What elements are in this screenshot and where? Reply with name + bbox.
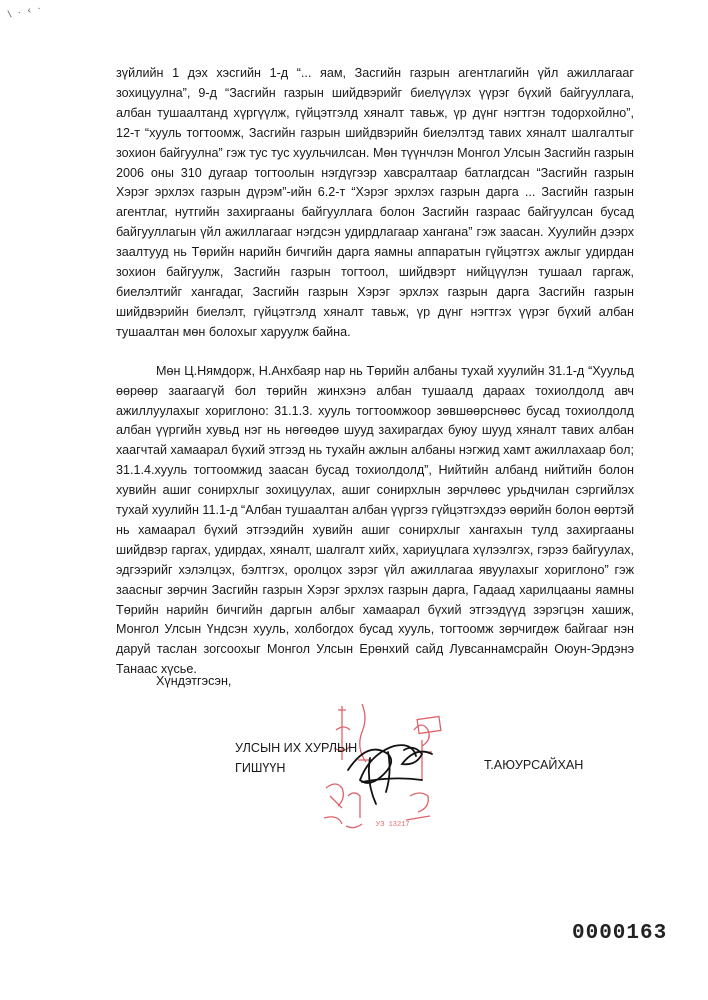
signatory-title [235, 738, 357, 778]
signatory-name: Т.АЮУРСАЙХАН [484, 758, 584, 772]
document-body [116, 64, 634, 680]
scan-artifact-marks: \ · ‹ · [7, 2, 44, 21]
page-number-stamp: 0000163 [572, 922, 668, 945]
paragraph-2: Мөн Ц.Нямдорж, Н.Анхбаяр нар нь Төрийн албаны тухай хуулийн 31.1-д “Хуульд өөрөөр заагаагүй бол төрийн жинхэнэ албан тушаалд дараах тохиолдолд авч ажиллуулахыг хориглоно: 31.1.3. хууль тогтоомжоор зөвшөөрснөөс бусад тохиолдолд албан үүргийн хувьд нэг нь нөгөөдөө шууд захирагдах буюу шууд хяналт тавих албан хаагчтай хамаарал бүхий этгээд нь тухайн ажлын албаны нэгжид хамт ажиллахаар бол; 31.1.4.хууль тогтоомжид заасан бусад тохиолдолд”, Нийтийн албанд нийтийн болон хувийн ашиг сонирхлыг зохицуулах, ашиг сонирхлын зөрчлөөс урьдчилан сэргийлэх тухай хуулийн 11.1-д “Албан тушаалтан албан үүргээ гүйцэтгэхдээ өөрийн болон өөртэй нь хамаарал бүхий этгээдийн хувийн ашиг сонирхлыг хангахын тулд захиргааны шийдвэр гаргах, удирдах, хяналт, шалгалт хийх, хариуцлага хүлээлгэх, гэрээ байгуулах, эдгээрийг хэлэлцэх, бэлтгэх, оролцох зэрэг үйл ажиллагаа явуулахыг хориглоно” гэж заасныг зөрчин Засгийн газрын Хэрэг эрхлэх газрын дарга, Гадаад харилцааны яамны Төрийн нарийн бичгийн даргын албыг хамаарал бүхий этгээдүүд зэрэгцэн хашиж, Монгол Улсын Үндсэн хууль, холбогдох бусад хууль, тогтоомж зөрчигдөж байгааг нэн даруй таслан зогсоохыг Монгол Улсын Ерөнхий сайд Лувсаннамсрайн Оюун-Эрдэнэ Танаас хүсье. [116, 363, 634, 677]
closing-salutation: Хүндэтгэсэн, [156, 674, 232, 688]
svg-text:УЗ 13217: УЗ 13217 [376, 821, 410, 829]
signatory-title-line-1: УЛСЫН ИХ ХУРЛЫН [235, 741, 358, 755]
paragraph-1: зүйлийн 1 дэх хэсгийн 1-д “... яам, Засгийн газрын агентлагийн үйл ажиллагааг зохицуулна”, 9-д “Засгийн газрын шийдвэрийг биелүүлэх үүрэг бүхий байгууллага, албан тушаалтанд хүргүүлж, гүйцэтгэлд хяналт тавьж, үр дүнг нэгтгэн тодорхойлно”, 12-т “хууль тогтоомж, Засгийн газрын шийдвэрийн биелэлтэд тавих хяналт шалгалтыг зохион байгуулна” гэж тус тус хуульчилсан. Мөн түүнчлэн Монгол Улсын Засгийн газрын 2006 оны 310 дугаар тогтоолын нэгдүгээр хавсралтаар батлагдсан “Засгийн газрын Хэрэг эрхлэх газрын дүрэм”-ийн 6.2-т “Хэрэг эрхлэх газрын дарга ... Засгийн газрын агентлаг, нутгийн захиргааны байгууллага болон Засгийн газраас байгуулсан бусад байгууллагын үйл ажиллагааг нэгдсэн удирдлагаар хангана” гэж заасан. Хуулийн дээрх заалтууд нь Төрийн нарийн бичгийн дарга яамны аппаратын гүйцэтгэх ажлыг удирдан зохион байгуулж, Засгийн газрын тогтоол, шийдвэрт нийцүүлэн тушаал гаргаж, биелэлтийг хангадаг, Засгийн газрын Хэрэг эрхлэх газрын дарга Засгийн газрын шийдвэрийн биелэлт, гүйцэтгэлд хяналт тавьж, үр дүнг нэгтгэх үүрэг бүхий албан тушаалтан мөн болохыг харуулж байна. [116, 66, 634, 339]
signatory-title-line-2: ГИШҮҮН [235, 761, 286, 775]
